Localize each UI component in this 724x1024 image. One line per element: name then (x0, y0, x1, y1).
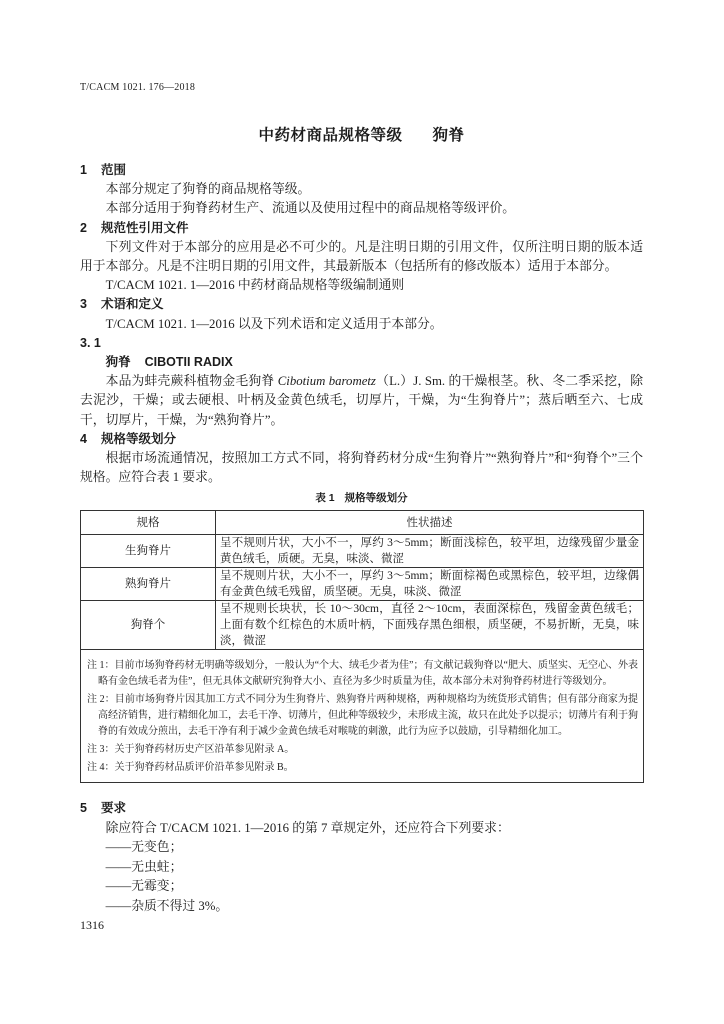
table-caption-label: 表 1 (315, 492, 335, 505)
term-name-cn: 狗脊 (105, 355, 131, 370)
note-text: 目前市场狗脊药材无明确等级划分，一般认为“个大、绒毛少者为佳”；有文献记载狗脊以“肥大、质坚实、无空心、外表略有金色绒毛者为佳”，但无具体文献研究狗脊大小、直径为多少时质量为佳，故本部分未对狗脊药材进行等级划分。 (98, 660, 638, 688)
species-latin-name: Cibotium barometz (277, 374, 376, 389)
column-header-spec: 规格 (81, 511, 216, 535)
page-number: 1316 (80, 918, 104, 932)
note-label: 注 2： (87, 694, 115, 706)
paragraph: T/CACM 1021. 1—2016 以及下列术语和定义适用于本部分。 (105, 316, 443, 331)
definition-text: 本品为蚌壳蕨科植物金毛狗脊 (105, 374, 278, 389)
section-number: 5 (80, 801, 87, 816)
table-row (81, 601, 644, 650)
table-row (81, 535, 644, 568)
section-title: 规范性引用文件 (101, 220, 189, 235)
term-name-latin: CIBOTII RADIX (144, 355, 233, 370)
section-5-heading (80, 799, 643, 819)
section-number: 1 (80, 163, 87, 177)
paragraph: 除应符合 T/CACM 1021. 1—2016 的第 7 章规定外，还应符合下列要求： (105, 820, 510, 835)
description-cell: 呈不规则长块状，长 10～30cm，直径 2～10cm，表面深棕色，残留金黄色绒毛；上面有数个红棕色的木质叶柄，下面残存黑色细根，质坚硬，不易折断，无臭，味淡，微涩 (216, 601, 644, 650)
note-label: 注 1： (87, 660, 115, 672)
section-1-heading (80, 161, 643, 180)
requirement-item: ——杂质不得过 3%。 (105, 898, 229, 913)
spec-cell: 熟狗脊片 (81, 568, 216, 601)
section-2-heading (80, 219, 643, 238)
term-definition (80, 372, 643, 430)
paragraph: 根据市场流通情况，按照加工方式不同，将狗脊药材分成“生狗脊片”“熟狗脊片”和“狗脊个”三个规格。应符合表 1 要求。 (80, 451, 643, 485)
section-number: 3 (80, 297, 87, 312)
term-heading (80, 353, 643, 372)
spec-cell: 狗脊个 (81, 601, 216, 650)
requirement-item: ——无虫蛀； (105, 859, 183, 874)
section-5 (80, 799, 643, 916)
page-title (80, 124, 643, 148)
table-note (87, 742, 638, 758)
table-header-row (81, 511, 644, 535)
term-number: 3. 1 (80, 335, 101, 350)
document-code: T/CACM 1021. 176—2018 (80, 82, 196, 93)
section-title: 规格等级划分 (101, 431, 177, 446)
requirement-item: ——无霉变； (105, 879, 183, 894)
note-text: 关于狗脊药材历史产区沿革参见附录 A。 (114, 744, 295, 756)
table-notes-cell (81, 650, 644, 783)
section-title: 要求 (101, 801, 127, 816)
table-note (87, 692, 638, 740)
definition-text: （L.）J. Sm. 的干燥根茎。秋、冬二季采挖，除去泥沙，干燥；或去硬根、叶柄及金黄色绒毛，切厚片，干燥，为“生狗脊片”；蒸后晒至六、七成干，切厚片，干燥，为“熟狗脊片”。 (80, 374, 644, 427)
title-herb-name: 狗脊 (432, 127, 465, 144)
paragraph: 本部分适用于狗脊药材生产、流通以及使用过程中的商品规格等级评价。 (105, 201, 516, 216)
grade-table (80, 510, 644, 783)
description-cell: 呈不规则片状，大小不一，厚约 3～5mm；断面浅棕色，较平坦，边缘残留少量金黄色绒毛，质硬。无臭，味淡、微涩 (216, 535, 644, 568)
paragraph: 下列文件对于本部分的应用是必不可少的。凡是注明日期的引用文件，仅所注明日期的版本适用于本部分。凡是不注明日期的引用文件，其最新版本（包括所有的修改版本）适用于本部分。 (80, 239, 643, 274)
section-3-heading (80, 295, 643, 314)
section-number: 4 (80, 431, 87, 446)
paragraph: 本部分规定了狗脊的商品规格等级。 (105, 182, 311, 197)
note-text: 关于狗脊药材品质评价沿革参见附录 B。 (114, 762, 294, 774)
table-note (87, 658, 638, 690)
section-title: 术语和定义 (101, 297, 164, 312)
table-row (81, 568, 644, 601)
table-notes-row (81, 650, 644, 783)
section-4-heading (80, 430, 643, 449)
table-note (87, 760, 638, 776)
description-cell: 呈不规则片状，大小不一，厚约 3～5mm；断面棕褐色或黑棕色，较平坦，边缘偶有金黄色绒毛残留，质坚硬。无臭，味淡、微涩 (216, 568, 644, 601)
referenced-standard: T/CACM 1021. 1—2016 中药材商品规格等级编制通则 (105, 278, 405, 293)
column-header-description: 性状描述 (216, 511, 644, 535)
note-label: 注 3： (87, 744, 115, 756)
requirement-item: ——无变色； (105, 840, 183, 855)
page-content (80, 124, 643, 916)
note-label: 注 4： (87, 762, 115, 774)
note-text: 目前市场狗脊片因其加工方式不同分为生狗脊片、熟狗脊片两种规格，两种规格均为统货形式销售；但有部分商家为提高经济销售，进行精细化加工，去毛干净、切薄片，但此种等级较少，未形成主流，故只在此处予以提示；切薄片有利于狗脊的有效成分煎出，去毛干净有利于减少金黄色绒毛对喉咙的刺激，此行为应予以鼓励，引导精细化加工。 (98, 694, 639, 738)
section-title: 范围 (101, 163, 127, 177)
table-caption (80, 489, 643, 507)
section-number: 2 (80, 220, 87, 235)
table-caption-title: 规格等级划分 (344, 492, 408, 505)
title-prefix: 中药材商品规格等级 (258, 127, 403, 144)
spec-cell: 生狗脊片 (81, 535, 216, 568)
